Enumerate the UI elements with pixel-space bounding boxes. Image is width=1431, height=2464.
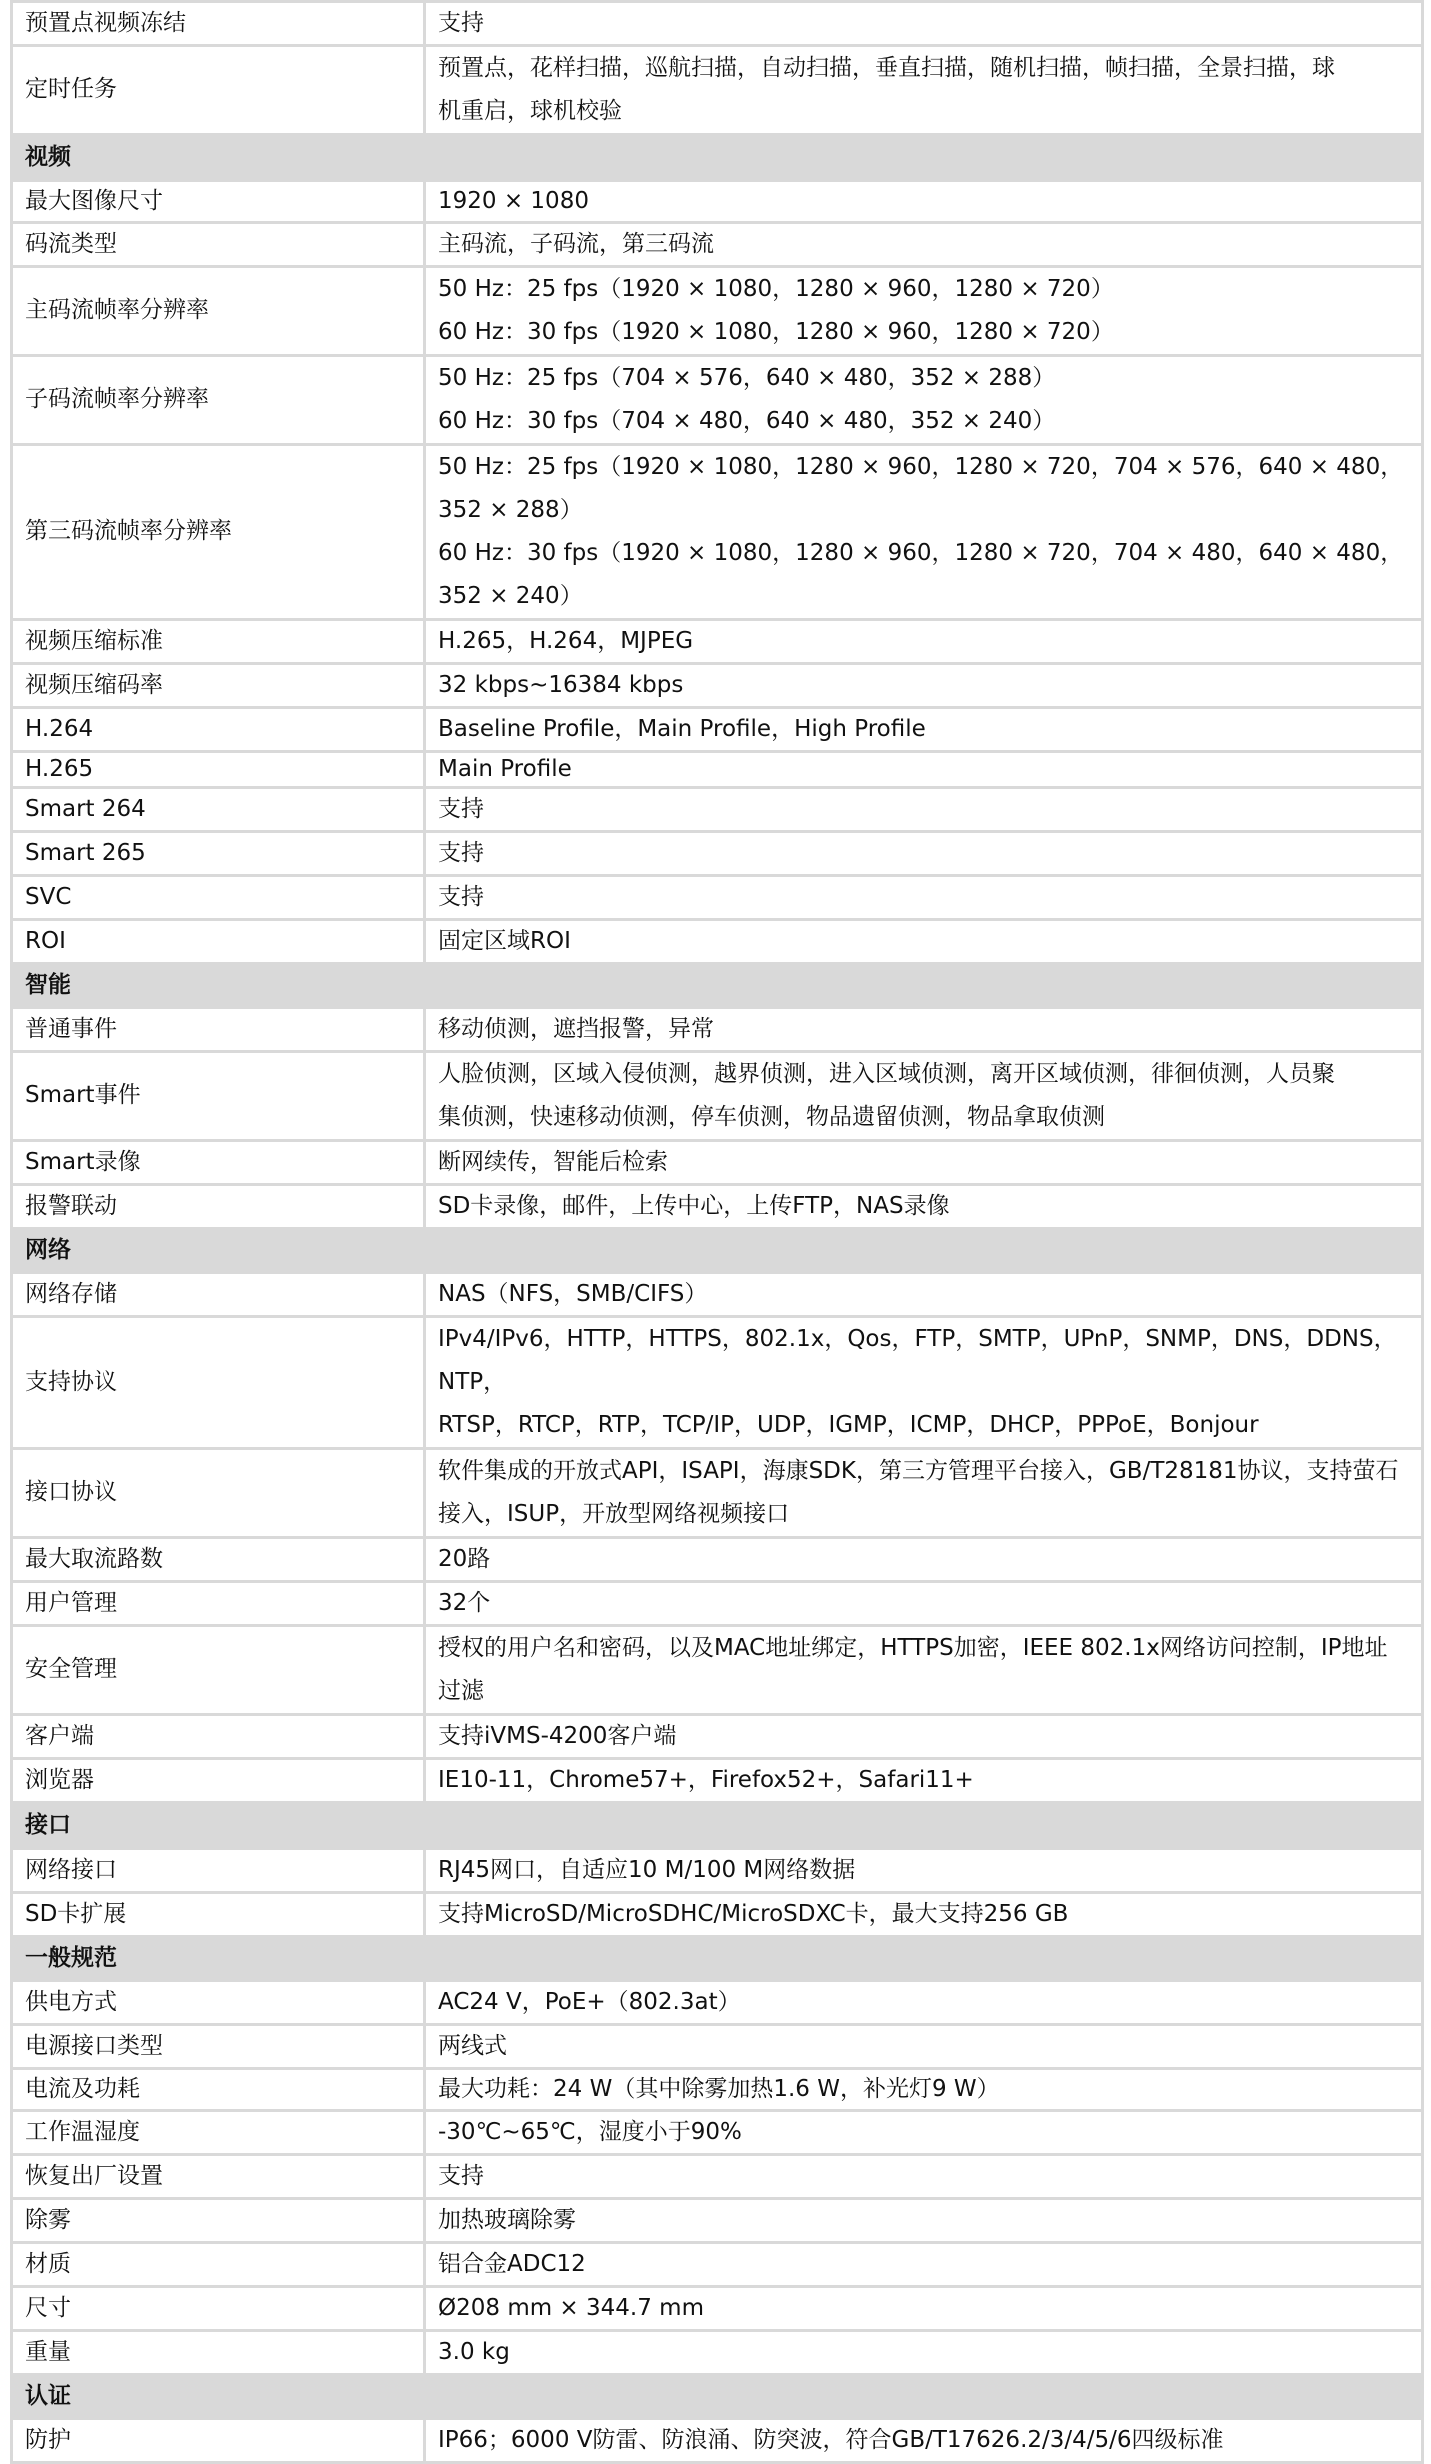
spec-value-line: 60 Hz：30 fps（704 × 480，640 × 480，352 × 240） [438, 408, 1056, 434]
spec-label: Smart录像 [12, 1141, 425, 1185]
spec-label: Smart事件 [12, 1052, 425, 1141]
section-title: 智能 [12, 964, 1423, 1008]
spec-value [425, 1626, 1423, 1715]
spec-value-line: SD卡录像，邮件，上传中心，上传FTP，NAS录像 [438, 1192, 950, 1219]
spec-value-line: 支持 [438, 839, 484, 866]
spec-label: 码流类型 [12, 223, 425, 267]
spec-value [425, 2331, 1423, 2375]
spec-label: 主码流帧率分辨率 [12, 267, 425, 356]
spec-row [12, 2111, 1423, 2155]
spec-value-line: 固定区域ROI [438, 927, 571, 954]
spec-value-line: 最大功耗：24 W（其中除雾加热1.6 W，补光灯9 W） [438, 2075, 1000, 2102]
spec-row [12, 876, 1423, 920]
spec-row [12, 1317, 1423, 1449]
section-header-row [12, 135, 1423, 181]
spec-value-line: 机重启，球机校验 [438, 98, 622, 124]
spec-value [425, 445, 1423, 620]
spec-value-line: 支持 [438, 2162, 484, 2189]
spec-value [425, 1273, 1423, 1317]
spec-value [425, 620, 1423, 664]
spec-label: 客户端 [12, 1715, 425, 1759]
spec-value [425, 267, 1423, 356]
spec-row [12, 664, 1423, 708]
spec-row [12, 2025, 1423, 2069]
spec-row [12, 1008, 1423, 1052]
spec-label: 工作温湿度 [12, 2111, 425, 2155]
spec-value-line: 32 kbps~16384 kbps [438, 671, 684, 698]
spec-label: 浏览器 [12, 1759, 425, 1803]
spec-value [425, 1008, 1423, 1052]
section-title: 视频 [12, 135, 1423, 181]
spec-value [425, 2069, 1423, 2111]
spec-row [12, 1626, 1423, 1715]
spec-value-line: 主码流，子码流，第三码流 [438, 230, 714, 257]
spec-value [425, 1849, 1423, 1893]
spec-value-line: 支持 [438, 883, 484, 910]
spec-row [12, 181, 1423, 223]
spec-value-line: IE10-11，Chrome57+，Firefox52+，Safari11+ [438, 1766, 974, 1793]
spec-row [12, 620, 1423, 664]
spec-value-line: 支持 [438, 795, 484, 822]
spec-value-line: 移动侦测，遮挡报警，异常 [438, 1015, 714, 1042]
spec-value-line: RJ45网口，自适应10 M/100 M网络数据 [438, 1856, 856, 1883]
spec-value-line: 50 Hz：25 fps（704 × 576，640 × 480，352 × 288） [438, 365, 1056, 391]
spec-label: SVC [12, 876, 425, 920]
spec-value-line: 人脸侦测，区域入侵侦测，越界侦测，进入区域侦测，离开区域侦测，徘徊侦测，人员聚 [438, 1061, 1335, 1087]
spec-row [12, 2287, 1423, 2331]
spec-row [12, 2069, 1423, 2111]
section-header-row [12, 1937, 1423, 1981]
spec-value-line: Main Profile [438, 755, 572, 782]
spec-value [425, 46, 1423, 135]
spec-value-line: NAS（NFS，SMB/CIFS） [438, 1280, 708, 1307]
section-header-row [12, 2375, 1423, 2419]
spec-value [425, 832, 1423, 876]
spec-value [425, 1317, 1423, 1449]
spec-value-line: 加热玻璃除雾 [438, 2206, 576, 2233]
spec-value [425, 1449, 1423, 1538]
spec-value [425, 1582, 1423, 1626]
spec-row [12, 356, 1423, 445]
spec-label: ROI [12, 920, 425, 964]
spec-value-line: 接入，ISUP，开放型网络视频接口 [438, 1501, 790, 1527]
spec-label: 安全管理 [12, 1626, 425, 1715]
spec-label: 除雾 [12, 2199, 425, 2243]
spec-value-line: Baseline Profile，Main Profile，High Profile [438, 715, 926, 742]
spec-label: 报警联动 [12, 1185, 425, 1229]
spec-row [12, 1981, 1423, 2025]
spec-row [12, 920, 1423, 964]
spec-value [425, 2199, 1423, 2243]
spec-label: 恢复出厂设置 [12, 2155, 425, 2199]
spec-value [425, 2243, 1423, 2287]
section-title: 网络 [12, 1229, 1423, 1273]
spec-value-line: RTSP，RTCP，RTP，TCP/IP，UDP，IGMP，ICMP，DHCP，PPPoE，Bonjour [438, 1412, 1259, 1438]
spec-value-line: 60 Hz：30 fps（1920 × 1080，1280 × 960，1280 × 720） [438, 319, 1114, 345]
spec-value [425, 2, 1423, 46]
spec-value-line: 20路 [438, 1545, 491, 1572]
spec-label: 视频压缩标准 [12, 620, 425, 664]
spec-row [12, 1185, 1423, 1229]
spec-row [12, 788, 1423, 832]
spec-value [425, 876, 1423, 920]
spec-label: 网络存储 [12, 1273, 425, 1317]
spec-value [425, 1893, 1423, 1937]
spec-label: 电源接口类型 [12, 2025, 425, 2069]
spec-value [425, 1185, 1423, 1229]
spec-row [12, 2419, 1423, 2463]
spec-value-line: 授权的用户名和密码，以及MAC地址绑定，HTTPS加密，IEEE 802.1x网络访问控制，IP地址 [438, 1635, 1388, 1661]
spec-value [425, 1981, 1423, 2025]
spec-value-line: -30℃~65℃，湿度小于90% [438, 2118, 742, 2145]
spec-label: 定时任务 [12, 46, 425, 135]
spec-value-line: AC24 V，PoE+（802.3at） [438, 1988, 741, 2015]
spec-label: 子码流帧率分辨率 [12, 356, 425, 445]
spec-label: 防护 [12, 2419, 425, 2463]
spec-row [12, 2199, 1423, 2243]
spec-table [10, 0, 1424, 2464]
spec-row [12, 1052, 1423, 1141]
spec-row [12, 752, 1423, 788]
spec-label: 尺寸 [12, 2287, 425, 2331]
spec-value-line: 断网续传，智能后检索 [438, 1148, 668, 1175]
spec-value-line: 3.0 kg [438, 2338, 510, 2365]
section-header-row [12, 1229, 1423, 1273]
spec-value-line: 预置点，花样扫描，巡航扫描，自动扫描，垂直扫描，随机扫描，帧扫描，全景扫描，球 [438, 55, 1335, 81]
spec-label: 供电方式 [12, 1981, 425, 2025]
spec-label: 普通事件 [12, 1008, 425, 1052]
spec-row [12, 1582, 1423, 1626]
spec-label: Smart 265 [12, 832, 425, 876]
spec-row [12, 1449, 1423, 1538]
section-header-row [12, 964, 1423, 1008]
spec-label: 视频压缩码率 [12, 664, 425, 708]
spec-value-line: 50 Hz：25 fps（1920 × 1080，1280 × 960，1280 × 720，704 × 576，640 × 480，352 × 288） [438, 454, 1404, 523]
spec-row [12, 2331, 1423, 2375]
spec-value-line: 32个 [438, 1589, 491, 1616]
spec-value [425, 920, 1423, 964]
spec-row [12, 2243, 1423, 2287]
spec-label: 材质 [12, 2243, 425, 2287]
spec-value [425, 1141, 1423, 1185]
spec-label: 接口协议 [12, 1449, 425, 1538]
spec-row [12, 445, 1423, 620]
spec-value-line: 支持iVMS-4200客户端 [438, 1722, 677, 1749]
spec-value [425, 2025, 1423, 2069]
spec-value-line: 支持 [438, 9, 484, 36]
spec-row [12, 2155, 1423, 2199]
spec-value [425, 1538, 1423, 1582]
spec-label: 电流及功耗 [12, 2069, 425, 2111]
spec-value-line: 过滤 [438, 1678, 484, 1704]
spec-value [425, 2155, 1423, 2199]
spec-label: SD卡扩展 [12, 1893, 425, 1937]
spec-label: H.264 [12, 708, 425, 752]
spec-value [425, 788, 1423, 832]
spec-label: 第三码流帧率分辨率 [12, 445, 425, 620]
spec-value [425, 664, 1423, 708]
spec-value-line: IPv4/IPv6，HTTP，HTTPS，802.1x，Qos，FTP，SMTP，UPnP，SNMP，DNS，DDNS，NTP， [438, 1326, 1397, 1395]
spec-row [12, 267, 1423, 356]
spec-label: 用户管理 [12, 1582, 425, 1626]
section-header-row [12, 1803, 1423, 1849]
spec-row [12, 1715, 1423, 1759]
spec-table-body [12, 2, 1423, 2463]
spec-label: 支持协议 [12, 1317, 425, 1449]
spec-row [12, 1893, 1423, 1937]
spec-value [425, 2111, 1423, 2155]
spec-value-line: 50 Hz：25 fps（1920 × 1080，1280 × 960，1280 × 720） [438, 276, 1114, 302]
spec-value [425, 223, 1423, 267]
spec-row [12, 2, 1423, 46]
spec-value [425, 752, 1423, 788]
spec-label: H.265 [12, 752, 425, 788]
spec-row [12, 223, 1423, 267]
spec-value-line: H.265，H.264，MJPEG [438, 627, 694, 654]
spec-label: 重量 [12, 2331, 425, 2375]
spec-row [12, 46, 1423, 135]
spec-value [425, 356, 1423, 445]
spec-row [12, 1141, 1423, 1185]
spec-value-line: 1920 × 1080 [438, 187, 589, 214]
spec-value [425, 1052, 1423, 1141]
spec-row [12, 1538, 1423, 1582]
spec-value-line: 软件集成的开放式API，ISAPI，海康SDK，第三方管理平台接入，GB/T28181协议，支持萤石 [438, 1458, 1399, 1484]
section-title: 接口 [12, 1803, 1423, 1849]
spec-row [12, 1759, 1423, 1803]
spec-value [425, 2287, 1423, 2331]
spec-label: 最大取流路数 [12, 1538, 425, 1582]
spec-value [425, 1715, 1423, 1759]
spec-row [12, 1849, 1423, 1893]
spec-label: 预置点视频冻结 [12, 2, 425, 46]
section-title: 一般规范 [12, 1937, 1423, 1981]
spec-value [425, 1759, 1423, 1803]
spec-label: 最大图像尺寸 [12, 181, 425, 223]
spec-value-line: Ø208 mm × 344.7 mm [438, 2294, 704, 2321]
spec-label: Smart 264 [12, 788, 425, 832]
spec-value-line: 两线式 [438, 2032, 507, 2059]
spec-row [12, 1273, 1423, 1317]
spec-value [425, 2419, 1423, 2463]
spec-value-line: 支持MicroSD/MicroSDHC/MicroSDXC卡，最大支持256 GB [438, 1900, 1069, 1927]
spec-value-line: 集侦测，快速移动侦测，停车侦测，物品遗留侦测，物品拿取侦测 [438, 1104, 1105, 1130]
spec-label: 网络接口 [12, 1849, 425, 1893]
spec-value [425, 708, 1423, 752]
spec-row [12, 832, 1423, 876]
spec-value-line: IP66；6000 V防雷、防浪涌、防突波，符合GB/T17626.2/3/4/5/6四级标准 [438, 2426, 1224, 2453]
spec-value [425, 181, 1423, 223]
spec-value-line: 60 Hz：30 fps（1920 × 1080，1280 × 960，1280 × 720，704 × 480，640 × 480，352 × 240） [438, 540, 1404, 609]
section-title: 认证 [12, 2375, 1423, 2419]
spec-value-line: 铝合金ADC12 [438, 2250, 586, 2277]
spec-row [12, 708, 1423, 752]
